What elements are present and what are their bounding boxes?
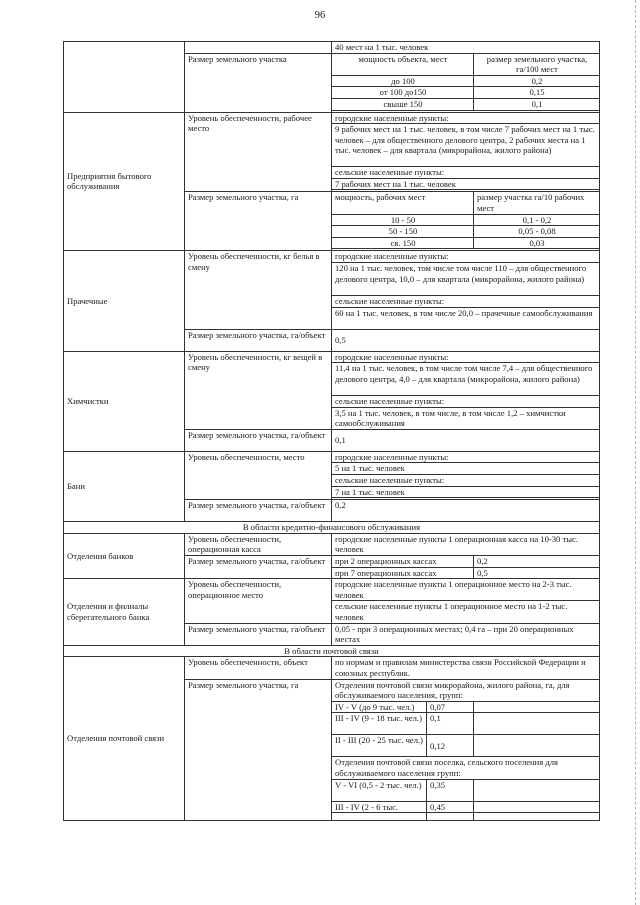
indicator-label: Размер земельного участка, га/объект xyxy=(185,429,332,451)
column-header: мощность объекта, мест xyxy=(332,53,474,75)
indicator-label: Уровень обеспеченности, операционное место xyxy=(185,579,332,623)
norm-value: 40 мест на 1 тыс. человек xyxy=(332,42,600,54)
table-cell: 0,45 xyxy=(427,801,474,813)
norms-table xyxy=(63,41,600,821)
table-cell: 0,05 - 0,08 xyxy=(474,226,600,238)
table-cell: 0,1 xyxy=(427,713,474,735)
table-cell: 0,35 xyxy=(427,779,474,801)
norm-value: 120 на 1 тыс. человек, том числе том числе 110 – для общественного делового центра, 10,0 – для квартала (микрорайона, жилого района) xyxy=(332,262,600,295)
indicator-cell-continued xyxy=(185,42,332,54)
empty-cell xyxy=(474,713,600,735)
norm-value: 0,2 xyxy=(332,500,600,522)
empty-cell xyxy=(474,701,600,713)
indicator-label: Уровень обеспеченности, место xyxy=(185,451,332,499)
norm-value: 11,4 на 1 тыс. человек, в том числе том числе 7,4 – для общественного делового центра, 4,0 – для квартала (микрорайона, жилого района) xyxy=(332,363,600,396)
table-cell: 50 - 150 xyxy=(332,226,474,238)
norm-subheading: сельские населенные пункты: xyxy=(332,475,600,487)
table-cell: 0,1 xyxy=(474,98,600,110)
norm-value: по нормам и правилам министерства связи Российской Федерации и союзных республик. xyxy=(332,657,600,679)
norm-subheading: сельские населенные пункты: xyxy=(332,295,600,307)
table-cell: V - VI (0,5 - 2 тыс. чел.) xyxy=(332,779,427,801)
table-cell: IV - V (до 9 тыс. чел.) xyxy=(332,701,427,713)
indicator-label: Размер земельного участка, га/объект xyxy=(185,500,332,522)
table-cell: 10 - 50 xyxy=(332,214,474,226)
table-cell: III - IV (2 - 6 тыс. xyxy=(332,801,427,813)
table-cell: 0,2 xyxy=(474,75,600,87)
norm-subheading: городские населенные пункты: xyxy=(332,112,600,124)
object-name: Прачечные xyxy=(64,251,185,351)
column-header: мощность, рабочих мест xyxy=(332,192,474,214)
norm-subheading: Отделения почтовой связи поселка, сельского поселения для обслуживаемого населения групп: xyxy=(332,757,600,779)
norm-value: 5 на 1 тыс. человек xyxy=(332,463,600,475)
norm-subheading: сельские населенные пункты: xyxy=(332,167,600,179)
norm-value: 7 на 1 тыс. человек xyxy=(332,486,600,498)
object-name: Отделения почтовой связи xyxy=(64,657,185,821)
table-cell: до 100 xyxy=(332,75,474,87)
table-cell: при 7 операционных кассах xyxy=(332,567,474,579)
table-cell: 0,5 xyxy=(474,567,600,579)
norm-value: 0,1 xyxy=(332,429,600,451)
empty-cell xyxy=(474,801,600,813)
table-cell: II - III (20 - 25 тыс. чел.) xyxy=(332,735,427,757)
norm-subheading: городские населенные пункты: xyxy=(332,251,600,263)
table-cell: от 100 до150 xyxy=(332,87,474,99)
indicator-label: Размер земельного участка, га/объект xyxy=(185,329,332,351)
norm-subheading: Отделения почтовой связи микрорайона, жилого района, га, для обслуживаемого населения, групп: xyxy=(332,679,600,701)
empty-cell xyxy=(474,735,600,757)
empty-cell xyxy=(474,779,600,801)
object-name: Химчистки xyxy=(64,351,185,451)
norm-value: сельские населенные пункты 1 операционное место на 1-2 тыс. человек xyxy=(332,601,600,623)
table-cell: при 2 операционных кассах xyxy=(332,556,474,568)
empty-cell xyxy=(474,813,600,821)
object-name: Предприятия бытового обслуживания xyxy=(64,112,185,251)
page-number: 96 xyxy=(314,10,326,21)
section-heading: В области почтовой связи xyxy=(64,645,600,657)
object-name: Отделения и филиалы сберегательного банка xyxy=(64,579,185,646)
scan-edge-line xyxy=(634,0,636,905)
column-header: размер участка га/10 рабочих мест xyxy=(474,192,600,214)
indicator-label: Размер земельного участка, га/объект xyxy=(185,556,332,579)
table-cell: 0,12 xyxy=(427,735,474,757)
norm-value: 0,5 xyxy=(332,329,600,351)
column-header: размер земельного участка, га/100 мест xyxy=(474,53,600,75)
table-cell: 0,2 xyxy=(474,556,600,568)
norm-value: 0,05 - при 3 операционных местах; 0,4 га – при 20 операционных местах xyxy=(332,623,600,645)
object-cell-continued xyxy=(64,42,185,113)
object-name: Отделения банков xyxy=(64,533,185,578)
norm-value: городские населенные пункты 1 операционное место на 2-3 тыс. человек xyxy=(332,579,600,601)
indicator-label: Уровень обеспеченности, кг вещей в смену xyxy=(185,351,332,429)
indicator-label: Размер земельного участка, га/объект xyxy=(185,623,332,645)
table-cell: 0,1 - 0,2 xyxy=(474,214,600,226)
indicator-label: Уровень обеспеченности, кг белья в смену xyxy=(185,251,332,329)
empty-cell xyxy=(332,813,427,821)
norm-value: 3,5 на 1 тыс. человек, в том числе, в том числе 1,2 – химчистки самообслуживания xyxy=(332,407,600,429)
section-heading: В области кредитно-финансового обслуживания xyxy=(64,522,600,534)
norm-value: 9 рабочих мест на 1 тыс. человек, в том числе 7 рабочих мест на 1 тыс. человек – для общественного делового центра, 2 рабочих места на 1 тыс. человек – для квартала (микрорайона, жилого района) xyxy=(332,124,600,167)
indicator-label: Уровень обеспеченности, объект xyxy=(185,657,332,679)
table-cell: 0,15 xyxy=(474,87,600,99)
indicator-label: Уровень обеспеченности, рабочее место xyxy=(185,112,332,192)
norm-value: 60 на 1 тыс. человек, в том числе 20,0 – прачечные самообслуживания xyxy=(332,307,600,329)
indicator-label: Уровень обеспеченности, операционная касса xyxy=(185,533,332,555)
table-cell: св. 150 xyxy=(332,237,474,249)
norm-subheading: сельские населенные пункты: xyxy=(332,396,600,408)
table-cell: 0,07 xyxy=(427,701,474,713)
norm-subheading: городские населенные пункты: xyxy=(332,351,600,363)
empty-cell xyxy=(427,813,474,821)
table-cell: III - IV (9 - 18 тыс. чел.) xyxy=(332,713,427,735)
norm-value: 7 рабочих мест на 1 тыс. человек xyxy=(332,178,600,190)
object-name: Бани xyxy=(64,451,185,521)
table-cell: 0,03 xyxy=(474,237,600,249)
norm-value: городские населенные пункты 1 операционная касса на 10-30 тыс. человек xyxy=(332,533,600,555)
norm-subheading: городские населенные пункты: xyxy=(332,451,600,463)
indicator-label: Размер земельного участка, га xyxy=(185,192,332,251)
indicator-label: Размер земельного участка, га xyxy=(185,679,332,821)
indicator-label: Размер земельного участка xyxy=(185,53,332,112)
table-cell: свыше 150 xyxy=(332,98,474,110)
